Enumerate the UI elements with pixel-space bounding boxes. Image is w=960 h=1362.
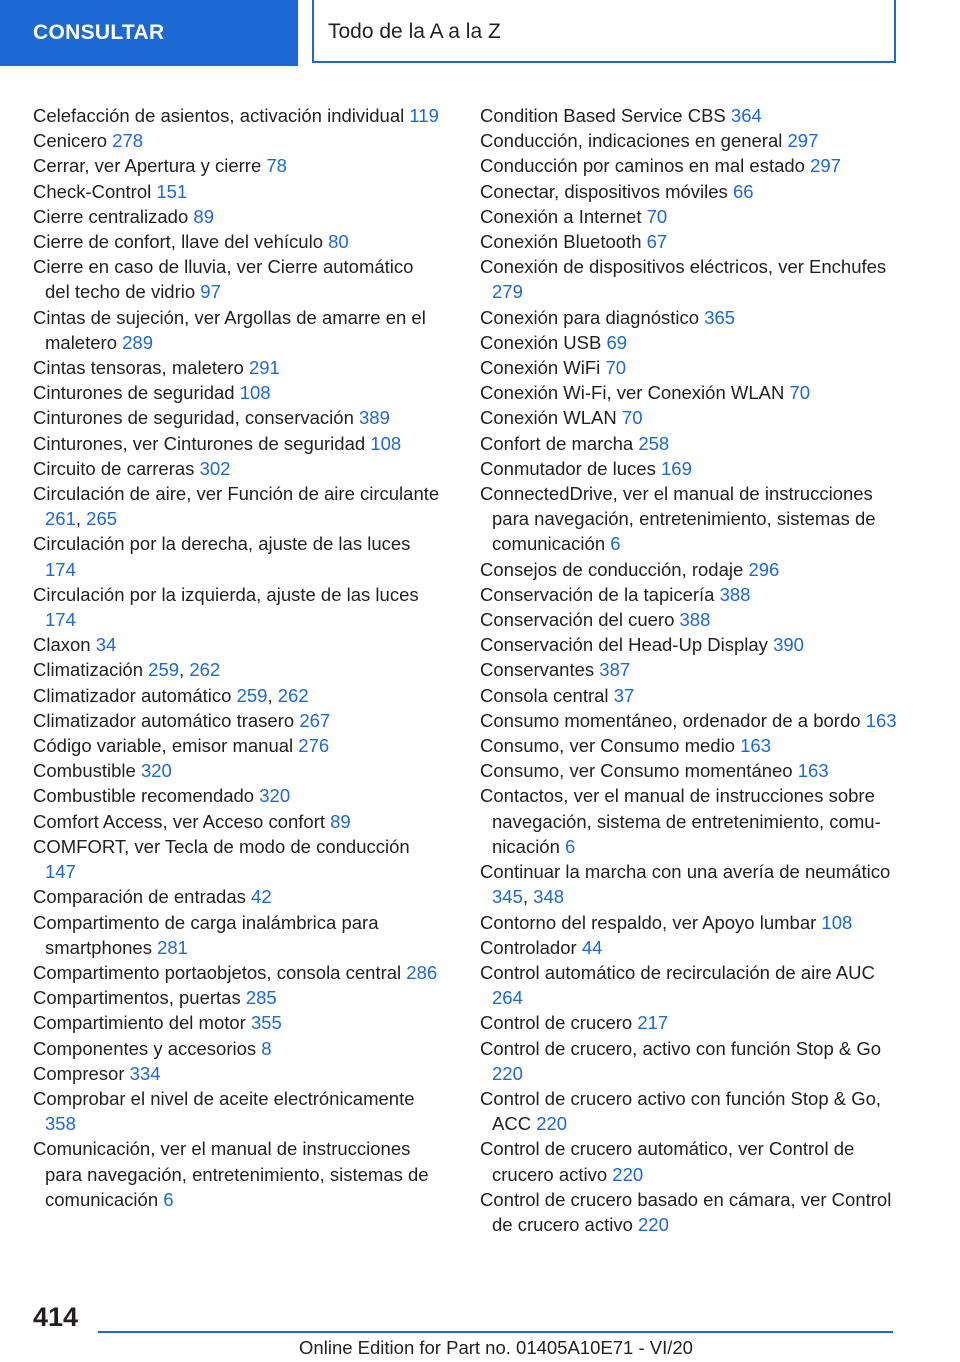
- index-entry: [480, 380, 900, 405]
- page-reference-link[interactable]: 276: [298, 735, 330, 757]
- index-entry-term: Cinturones, ver Cinturones de seguridad: [33, 432, 366, 454]
- index-entry-term: Conexión USB: [480, 331, 602, 353]
- index-entry: [480, 632, 900, 657]
- page-reference-link[interactable]: 259: [148, 659, 180, 681]
- page-reference-link[interactable]: 70: [646, 205, 668, 227]
- index-entry: [33, 355, 443, 380]
- index-entry: [33, 254, 443, 304]
- index-entry: [480, 229, 900, 254]
- page-reference-link[interactable]: 108: [821, 911, 853, 933]
- index-entry: [33, 783, 443, 808]
- index-entry: [33, 380, 443, 405]
- index-entry-term: Compartimento portaobjetos, consola central: [33, 961, 402, 983]
- index-entry: [480, 305, 900, 330]
- page-reference-link[interactable]: 297: [810, 155, 841, 177]
- page-reference-link[interactable]: 261: [45, 508, 76, 530]
- page-reference-link[interactable]: 302: [199, 457, 231, 479]
- index-entry: [480, 179, 900, 204]
- page-reference-link[interactable]: 267: [299, 709, 331, 731]
- index-entry: [480, 431, 900, 456]
- index-entry: [480, 910, 900, 935]
- page-reference-link[interactable]: 389: [359, 407, 390, 429]
- index-entry: [480, 935, 900, 960]
- index-entry: [480, 783, 900, 859]
- index-entry-term: Conexión WiFi: [480, 357, 601, 379]
- index-entry: [33, 758, 443, 783]
- index-entry: [480, 405, 900, 430]
- index-entry: Climatización 259, 262: [33, 659, 221, 681]
- page-reference-link[interactable]: 217: [637, 1012, 669, 1034]
- index-entry-term: Conectar, dispositivos móviles: [480, 180, 728, 202]
- page-reference-link[interactable]: 358: [45, 1113, 76, 1135]
- index-entry: [480, 960, 900, 1010]
- index-entry-term: Continuar la marcha con una avería de neumático: [480, 861, 891, 883]
- page-reference-link[interactable]: 174: [45, 609, 76, 631]
- page-reference-link[interactable]: 348: [533, 886, 565, 908]
- page-reference-link[interactable]: 390: [773, 634, 804, 656]
- index-entry-term: Check-Control: [33, 180, 152, 202]
- index-entry-term: Conexión para diagnóstico: [480, 306, 700, 328]
- page-reference-link[interactable]: 286: [406, 961, 438, 983]
- index-entry-term: Control de crucero: [480, 1012, 633, 1034]
- index-entry-term: Confort de marcha: [480, 432, 634, 454]
- index-entry: [33, 128, 443, 153]
- index-entry: [33, 884, 443, 909]
- page-reference-link[interactable]: 296: [748, 558, 780, 580]
- index-entry: [480, 204, 900, 229]
- page-reference-link[interactable]: 285: [245, 987, 277, 1009]
- footer-edition: Online Edition for Part no. 01405A10E71 - VI/20: [299, 1337, 693, 1358]
- index-entry-term: Condition Based Service CBS: [480, 105, 726, 126]
- page-reference-link[interactable]: 258: [638, 432, 670, 454]
- index-entry: [33, 733, 443, 758]
- index-entry-term: Comparación de entradas: [33, 886, 246, 908]
- page-reference-link[interactable]: 6: [565, 835, 576, 857]
- page-reference-link[interactable]: 365: [704, 306, 736, 328]
- page-reference-link[interactable]: 78: [266, 155, 287, 177]
- index-entry-term: Compresor: [33, 1062, 125, 1084]
- page-number: 414: [33, 1302, 79, 1332]
- index-entry-term: Compartimentos, puertas: [33, 987, 241, 1009]
- page-reference-link[interactable]: 388: [679, 609, 711, 631]
- page-reference-link[interactable]: 34: [95, 634, 117, 656]
- index-entry: [480, 128, 900, 153]
- index-entry-term: Consumo, ver Consumo momentáneo: [480, 760, 793, 782]
- page-reference-link[interactable]: 169: [661, 457, 692, 479]
- index-entry-term: Componentes y accesorios: [33, 1037, 257, 1059]
- index-entry: [480, 103, 900, 128]
- page-reference-link[interactable]: 320: [259, 785, 291, 807]
- page-reference-link[interactable]: 69: [606, 331, 628, 353]
- index-entry-term: Control de crucero basado en cámara, ver Control de crucero activo: [480, 1188, 892, 1235]
- page-reference-link[interactable]: 163: [740, 735, 772, 757]
- index-entry-term: Control de crucero activo con función Stop & Go, ACC: [480, 1087, 882, 1135]
- page-reference-link[interactable]: 334: [129, 1062, 161, 1084]
- index-entry: [33, 910, 443, 960]
- page-reference-link[interactable]: 70: [789, 382, 811, 404]
- index-entry: Circulación de aire, ver Función de aire circulante 261, 265: [33, 483, 440, 530]
- index-entry: [480, 1010, 900, 1035]
- page-reference-link[interactable]: 262: [189, 659, 221, 681]
- index-entry: [480, 657, 900, 682]
- page-reference-link[interactable]: 8: [261, 1037, 272, 1059]
- page-reference-link[interactable]: 220: [638, 1213, 669, 1235]
- page-reference-link[interactable]: 44: [581, 936, 603, 958]
- index-entry-term: Claxon: [33, 634, 91, 656]
- index-entry-term: COMFORT, ver Tecla de modo de conducción: [33, 835, 410, 857]
- chapter-title: Todo de la A a la Z: [312, 0, 896, 63]
- index-entry: [480, 758, 900, 783]
- page-reference-link[interactable]: 80: [328, 231, 349, 253]
- page-reference-link[interactable]: 355: [250, 1012, 282, 1034]
- index-entry: [480, 456, 900, 481]
- index-entry-term: Conexión Wi-Fi, ver Conexión WLAN: [480, 382, 785, 404]
- index-entry-term: Consola central: [480, 684, 609, 706]
- index-entry-term: Conexión WLAN: [480, 407, 617, 429]
- index-entry: [33, 960, 443, 985]
- index-entry: [480, 481, 900, 557]
- index-entry: [480, 1036, 900, 1086]
- index-entry: [480, 1136, 900, 1186]
- page-reference-link[interactable]: 147: [45, 861, 76, 883]
- index-entry: [33, 985, 443, 1010]
- index-entry: [33, 103, 443, 128]
- index-entry-term: Conexión de dispositivos eléctricos, ver Enchufes: [480, 256, 887, 278]
- page-reference-link[interactable]: 163: [797, 760, 829, 782]
- page-reference-link[interactable]: 220: [612, 1163, 644, 1185]
- index-entry: [33, 456, 443, 481]
- page-reference-link[interactable]: 42: [251, 886, 272, 908]
- index-entry: [33, 809, 443, 834]
- page-reference-link[interactable]: 262: [277, 684, 309, 706]
- index-entry: Continuar la marcha con una avería de neumático 345, 348: [480, 861, 891, 908]
- index-entry: [33, 204, 443, 229]
- page-reference-link[interactable]: 220: [536, 1113, 568, 1135]
- index-entry-term: ConnectedDrive, ver el manual de instrucciones para navegación, entretenimiento, sistemas de comunicación: [480, 483, 876, 555]
- page-reference-link[interactable]: 6: [163, 1188, 174, 1210]
- index-entry-term: Conexión a Internet: [480, 205, 642, 227]
- page-reference-link[interactable]: 151: [156, 180, 188, 202]
- index-entry-term: Conexión Bluetooth: [480, 231, 642, 253]
- index-entry: [33, 1061, 443, 1086]
- index-entry: [480, 1187, 900, 1237]
- index-entry-term: Cintas de sujeción, ver Argollas de amarre en el maletero: [33, 306, 426, 353]
- page-reference-link[interactable]: 70: [605, 357, 627, 379]
- index-entry-term: Compartimiento del motor: [33, 1012, 246, 1034]
- page-reference-link[interactable]: 67: [646, 231, 668, 253]
- index-entry-term: Celefacción de asientos, activación individual: [33, 105, 405, 126]
- page-reference-link[interactable]: 345: [492, 886, 523, 908]
- index-entry-term: Conducción por caminos en mal estado: [480, 155, 805, 177]
- index-column-right: [480, 103, 900, 1237]
- index-entry: [480, 330, 900, 355]
- index-entry-term: Comfort Access, ver Acceso confort: [33, 810, 325, 832]
- index-entry: [480, 683, 900, 708]
- index-entry: [33, 229, 443, 254]
- index-entry: [33, 1010, 443, 1035]
- index-entry: [480, 254, 900, 304]
- index-entry-term: Controlador: [480, 936, 577, 958]
- page-reference-link[interactable]: 174: [45, 558, 76, 580]
- page-reference-link[interactable]: 279: [492, 281, 523, 303]
- index-entry-term: Cierre en caso de lluvia, ver Cierre automático del techo de vidrio: [33, 256, 414, 303]
- index-entry: [33, 632, 443, 657]
- page-reference-link[interactable]: 320: [140, 760, 172, 782]
- index-entry-term: Climatizador automático: [33, 684, 232, 706]
- index-entry: [480, 1086, 900, 1136]
- index-entry: [33, 405, 443, 430]
- index-entry-term: Control de crucero automático, ver Control de crucero activo: [480, 1138, 855, 1185]
- index-entry: [33, 582, 443, 632]
- index-entry-term: Contactos, ver el manual de instrucciones sobre navegación, sistema de entretenimiento, comunicación: [480, 785, 881, 857]
- footer-divider: [98, 1331, 893, 1333]
- index-entry-term: Conmutador de luces: [480, 457, 656, 479]
- index-entry-term: Código variable, emisor manual: [33, 735, 294, 757]
- index-entry-term: Conservación del Head-Up Display: [480, 634, 768, 656]
- index-entry-term: Compartimento de carga inalámbrica para smartphones: [33, 911, 379, 958]
- page-reference-link[interactable]: 281: [157, 936, 188, 958]
- index-entry-term: Cinturones de seguridad, conservación: [33, 407, 354, 429]
- index-entry-term: Circulación por la derecha, ajuste de las luces: [33, 533, 411, 555]
- index-entry: [33, 305, 443, 355]
- section-tab[interactable]: CONSULTAR: [0, 0, 298, 66]
- index-entry: [33, 153, 443, 178]
- page-reference-link[interactable]: 97: [200, 281, 221, 303]
- page-reference-link[interactable]: 89: [193, 205, 214, 227]
- index-entry-term: Comunicación, ver el manual de instrucciones para navegación, entretenimiento, sistemas de comunicación: [33, 1138, 429, 1210]
- index-entry: [33, 834, 443, 884]
- index-entry: [33, 179, 443, 204]
- index-entry: [480, 582, 900, 607]
- index-entry: [33, 1086, 443, 1136]
- index-entry: Climatizador automático 259, 262: [33, 684, 309, 706]
- index-entry: [33, 1036, 443, 1061]
- index-entry-term: Conservantes: [480, 659, 595, 681]
- index-entry: [33, 708, 443, 733]
- page-reference-link[interactable]: 220: [492, 1062, 523, 1084]
- index-entry-term: Circulación de aire, ver Función de aire circulante: [33, 483, 440, 505]
- page-reference-link[interactable]: 388: [719, 583, 751, 605]
- index-entry-term: Climatizador automático trasero: [33, 709, 295, 731]
- index-entry-term: Climatización: [33, 659, 144, 681]
- index-entry-term: Combustible: [33, 760, 136, 782]
- index-entry: [33, 431, 443, 456]
- page-reference-link[interactable]: 108: [370, 432, 402, 454]
- index-entry: [480, 355, 900, 380]
- page-reference-link[interactable]: 289: [122, 331, 153, 353]
- index-entry: [480, 153, 900, 178]
- page-reference-link[interactable]: 37: [613, 684, 635, 706]
- index-entry-term: Conservación de la tapicería: [480, 583, 715, 605]
- index-entry-term: Contorno del respaldo, ver Apoyo lumbar: [480, 911, 817, 933]
- index-entry-term: Cierre centralizado: [33, 205, 189, 227]
- index-entry: [480, 733, 900, 758]
- page-reference-link[interactable]: 6: [610, 533, 621, 555]
- index-entry: [33, 1136, 443, 1212]
- page-reference-link[interactable]: 278: [112, 130, 144, 152]
- index-entry-term: Consumo momentáneo, ordenador de a bordo: [480, 709, 861, 731]
- page-reference-link[interactable]: 66: [732, 180, 754, 202]
- index-entry-term: Conducción, indicaciones en general: [480, 130, 783, 152]
- index-entry-term: Cierre de confort, llave del vehículo: [33, 231, 323, 253]
- index-entry: [480, 607, 900, 632]
- index-entry-term: Cinturones de seguridad: [33, 382, 235, 404]
- index-entry-term: Comprobar el nivel de aceite electrónicamente: [33, 1087, 415, 1109]
- page-header: [0, 0, 960, 66]
- page-reference-link[interactable]: 291: [248, 357, 280, 379]
- index-entry: [480, 557, 900, 582]
- page-reference-link[interactable]: 387: [599, 659, 631, 681]
- index-entry-term: Cintas tensoras, maletero: [33, 357, 244, 379]
- index-entry-term: Conservación del cuero: [480, 609, 675, 631]
- page-reference-link[interactable]: 89: [330, 810, 351, 832]
- index-entry-term: Circuito de carreras: [33, 457, 195, 479]
- page-reference-link[interactable]: 108: [239, 382, 271, 404]
- page-reference-link[interactable]: 265: [86, 508, 118, 530]
- index-entry-term: Circulación por la izquierda, ajuste de las luces: [33, 583, 419, 605]
- index-column-left: [33, 103, 443, 1212]
- index-entry-term: Control de crucero, activo con función Stop & Go: [480, 1037, 882, 1059]
- page-reference-link[interactable]: 364: [730, 105, 762, 126]
- page-reference-link[interactable]: 119: [409, 105, 439, 126]
- page-reference-link[interactable]: 264: [492, 987, 523, 1009]
- index-entry: [480, 708, 900, 733]
- index-entry: [33, 531, 443, 581]
- index-entry-term: Cerrar, ver Apertura y cierre: [33, 155, 262, 177]
- index-entry-term: Combustible recomendado: [33, 785, 255, 807]
- index-entry-term: Consumo, ver Consumo medio: [480, 735, 735, 757]
- index-entry-term: Consejos de conducción, rodaje: [480, 558, 744, 580]
- page-reference-link[interactable]: 259: [236, 684, 268, 706]
- page-reference-link[interactable]: 297: [787, 130, 819, 152]
- page-reference-link[interactable]: 163: [865, 709, 897, 731]
- page-reference-link[interactable]: 70: [621, 407, 643, 429]
- index-entry-term: Cenicero: [33, 130, 108, 152]
- index-entry-term: Control automático de recirculación de aire AUC: [480, 961, 875, 983]
